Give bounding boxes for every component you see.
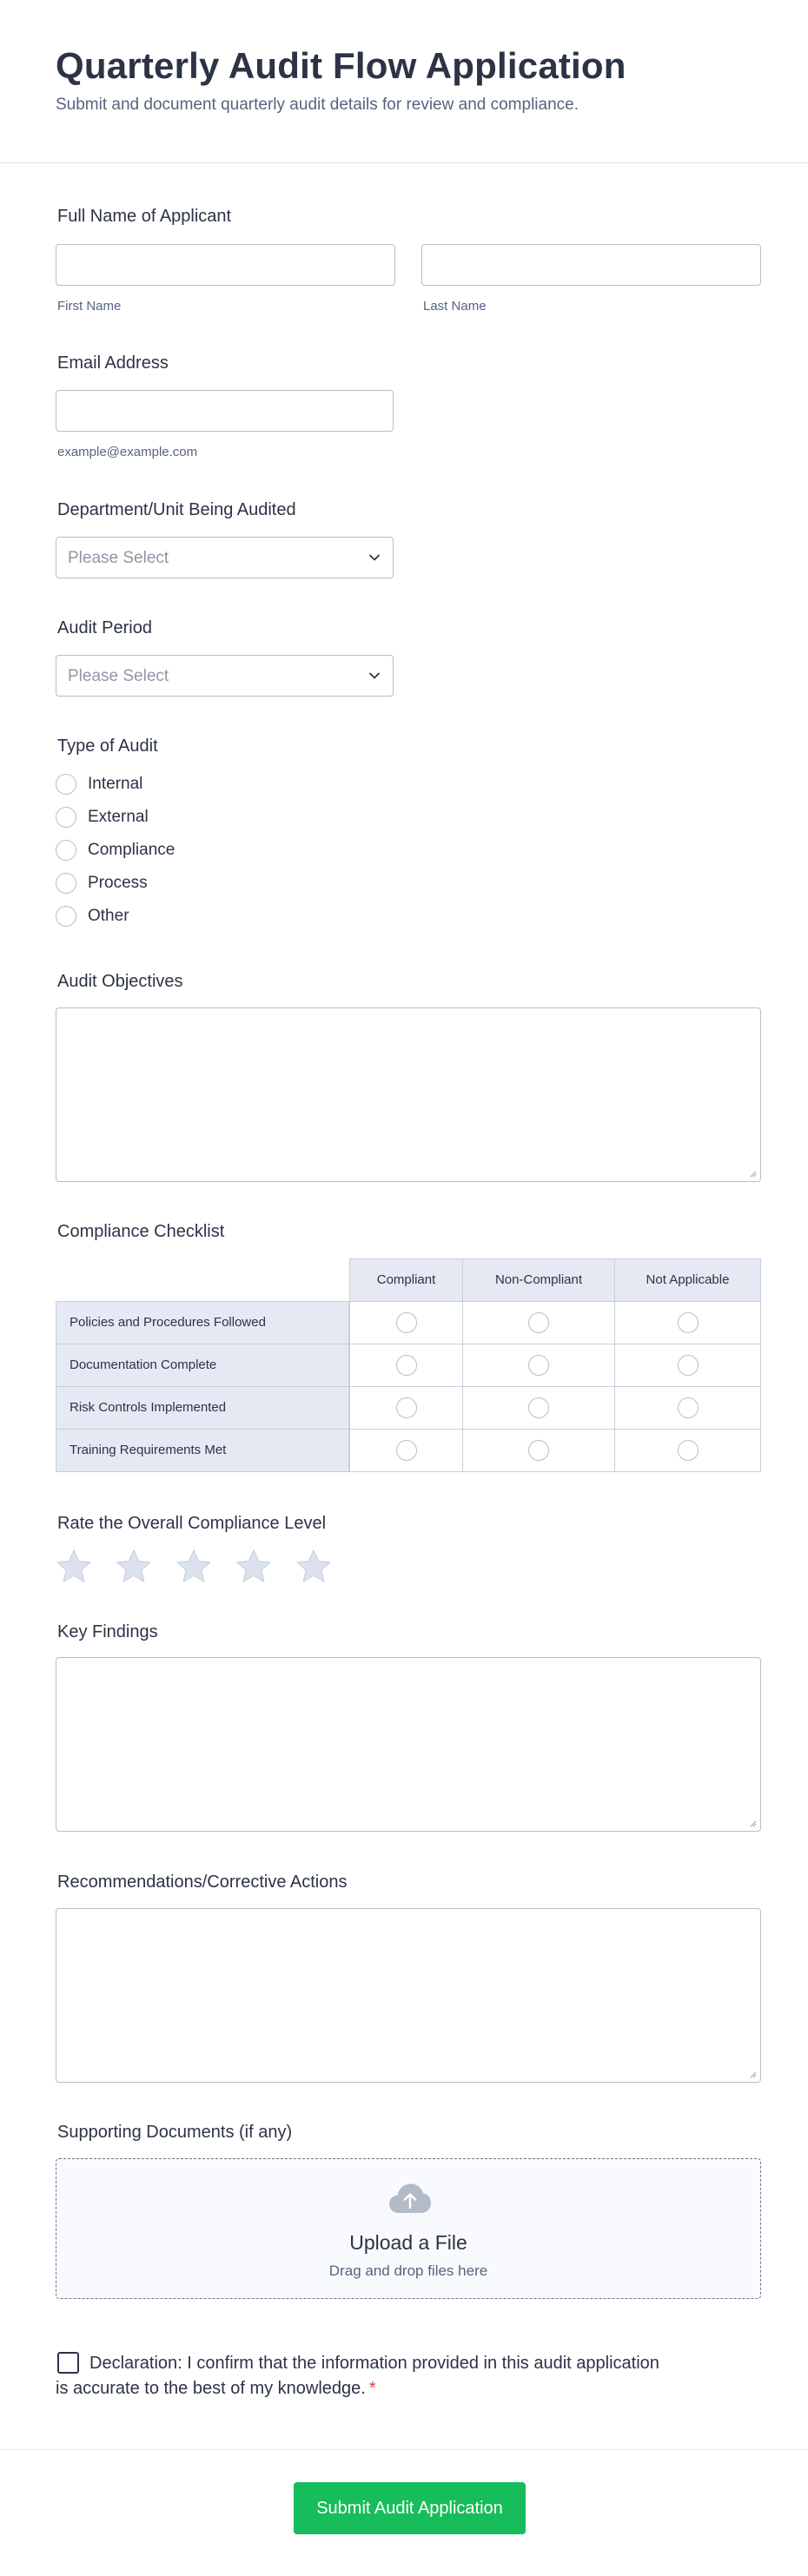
department-placeholder: Please Select bbox=[68, 549, 169, 567]
radio-button[interactable] bbox=[528, 1312, 549, 1333]
radio-button[interactable] bbox=[396, 1355, 417, 1376]
findings-textarea[interactable] bbox=[56, 1657, 761, 1832]
radio-button[interactable] bbox=[56, 840, 76, 861]
radio-label: Internal bbox=[88, 775, 143, 793]
matrix-row-label: Documentation Complete bbox=[56, 1344, 349, 1387]
radio-button[interactable] bbox=[56, 807, 76, 828]
recommendations-textarea[interactable] bbox=[56, 1908, 761, 2083]
email-input[interactable] bbox=[56, 390, 394, 432]
submit-button[interactable]: Submit Audit Application bbox=[294, 2482, 526, 2534]
declaration-text: Declaration: I confirm that the information provided in this audit application is accurate to the best of my knowledge. bbox=[56, 2354, 659, 2398]
matrix-cell[interactable] bbox=[462, 1386, 615, 1430]
documents-label: Supporting Documents (if any) bbox=[57, 2123, 293, 2142]
objectives-textarea[interactable] bbox=[56, 1007, 761, 1182]
star-icon[interactable] bbox=[295, 1549, 332, 1585]
objectives-label: Audit Objectives bbox=[57, 972, 183, 991]
star-icon[interactable] bbox=[116, 1549, 152, 1585]
matrix-cell[interactable] bbox=[349, 1344, 463, 1387]
matrix-cell[interactable] bbox=[614, 1386, 761, 1430]
radio-button[interactable] bbox=[396, 1397, 417, 1418]
first-name-sublabel: First Name bbox=[57, 299, 122, 314]
star-icon[interactable] bbox=[176, 1549, 212, 1585]
chevron-down-icon bbox=[367, 550, 382, 565]
star-icon[interactable] bbox=[235, 1549, 272, 1585]
radio-label: Process bbox=[88, 874, 148, 892]
radio-button[interactable] bbox=[56, 906, 76, 927]
full-name-label: Full Name of Applicant bbox=[57, 207, 232, 226]
recommendations-label: Recommendations/Corrective Actions bbox=[57, 1873, 348, 1892]
radio-button[interactable] bbox=[56, 774, 76, 795]
resize-grip-icon[interactable] bbox=[748, 1819, 757, 1827]
matrix-cell[interactable] bbox=[462, 1344, 615, 1387]
matrix-cell[interactable] bbox=[349, 1386, 463, 1430]
radio-button[interactable] bbox=[678, 1355, 699, 1376]
form-title: Quarterly Audit Flow Application bbox=[56, 45, 626, 86]
required-mark: * bbox=[368, 2379, 376, 2398]
radio-button[interactable] bbox=[528, 1397, 549, 1418]
form-header bbox=[0, 0, 808, 163]
findings-label: Key Findings bbox=[57, 1622, 158, 1641]
matrix-row-label: Risk Controls Implemented bbox=[56, 1386, 349, 1430]
matrix-cell[interactable] bbox=[462, 1429, 615, 1472]
star-icon[interactable] bbox=[56, 1549, 92, 1585]
radio-button[interactable] bbox=[678, 1312, 699, 1333]
last-name-sublabel: Last Name bbox=[423, 299, 487, 314]
department-label: Department/Unit Being Audited bbox=[57, 500, 296, 519]
matrix-cell[interactable] bbox=[349, 1301, 463, 1344]
resize-grip-icon[interactable] bbox=[748, 2070, 757, 2078]
matrix-cell[interactable] bbox=[614, 1344, 761, 1387]
last-name-input[interactable] bbox=[421, 244, 761, 286]
matrix-cell[interactable] bbox=[614, 1429, 761, 1472]
chevron-down-icon bbox=[367, 668, 382, 684]
radio-button[interactable] bbox=[678, 1397, 699, 1418]
matrix-column-not-applicable: Not Applicable bbox=[614, 1258, 761, 1302]
cloud-upload-icon bbox=[388, 2182, 432, 2215]
upload-title: Upload a File bbox=[349, 2231, 467, 2254]
email-sublabel: example@example.com bbox=[57, 445, 198, 459]
audit-type-label: Type of Audit bbox=[57, 736, 158, 756]
radio-button[interactable] bbox=[56, 873, 76, 894]
audit-period-placeholder: Please Select bbox=[68, 667, 169, 685]
email-label: Email Address bbox=[57, 353, 169, 373]
upload-subtitle: Drag and drop files here bbox=[328, 2262, 488, 2279]
first-name-input[interactable] bbox=[56, 244, 395, 286]
audit-period-select[interactable] bbox=[56, 655, 394, 697]
radio-label: External bbox=[88, 808, 149, 826]
radio-button[interactable] bbox=[396, 1312, 417, 1333]
radio-label: Compliance bbox=[88, 841, 176, 859]
matrix-row-label: Training Requirements Met bbox=[56, 1429, 349, 1472]
declaration-label bbox=[56, 2351, 664, 2401]
file-upload-dropzone[interactable] bbox=[56, 2158, 761, 2299]
form-subtitle: Submit and document quarterly audit details for review and compliance. bbox=[56, 96, 579, 114]
radio-label: Other bbox=[88, 907, 129, 925]
matrix-column-compliant: Compliant bbox=[349, 1258, 463, 1302]
form-footer bbox=[0, 2449, 808, 2576]
matrix-cell[interactable] bbox=[614, 1301, 761, 1344]
resize-grip-icon[interactable] bbox=[748, 1169, 757, 1178]
matrix-row-label: Policies and Procedures Followed bbox=[56, 1301, 349, 1344]
radio-button[interactable] bbox=[528, 1440, 549, 1461]
matrix-column-non-compliant: Non-Compliant bbox=[462, 1258, 615, 1302]
matrix-cell[interactable] bbox=[349, 1429, 463, 1472]
radio-button[interactable] bbox=[678, 1440, 699, 1461]
checklist-label: Compliance Checklist bbox=[57, 1222, 225, 1241]
audit-period-label: Audit Period bbox=[57, 618, 152, 637]
rating-label: Rate the Overall Compliance Level bbox=[57, 1514, 327, 1533]
matrix-cell[interactable] bbox=[462, 1301, 615, 1344]
radio-button[interactable] bbox=[396, 1440, 417, 1461]
radio-button[interactable] bbox=[528, 1355, 549, 1376]
department-select[interactable] bbox=[56, 537, 394, 578]
